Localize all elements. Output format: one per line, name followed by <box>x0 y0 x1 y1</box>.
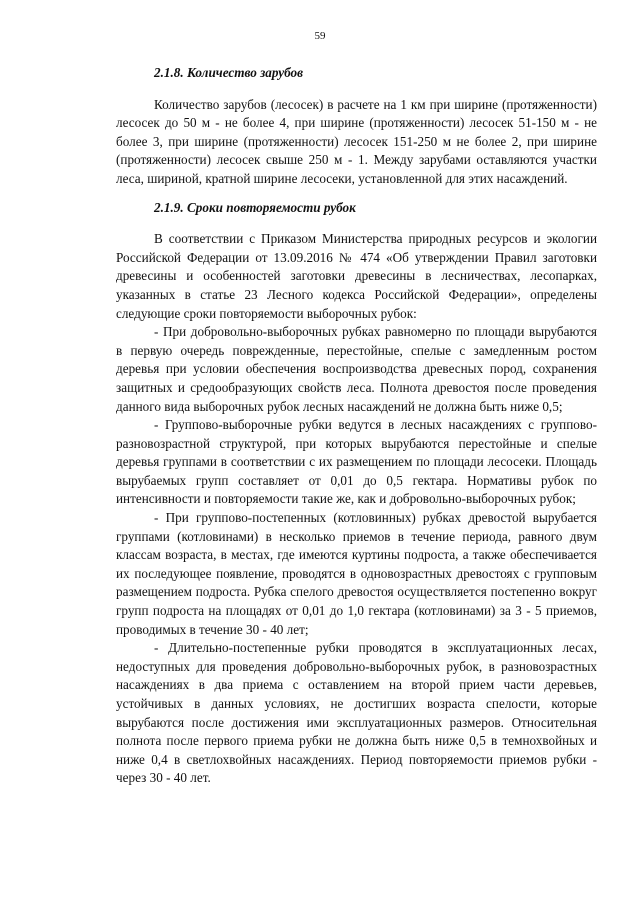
list-item-group-gradual: - При группово-постепенных (котловинных) рубках древостой вырубается группами (котловинами) в несколько приемов в течение периода, равного двум классам возраста, в местах, где имеются куртины подроста, а также обеспечивается их последующее появление, проводятся в одновозрастных древостоях с групповым размещением подроста. Рубка спелого древостоя осуществляется постепенно вокруг групп подроста на площадях от 0,01 до 1,0 гектара (котловинами) за 3 - 5 приемов, проводимых в течение 30 - 40 лет; <box>116 510 597 637</box>
list-item-long-gradual: - Длительно-постепенные рубки проводятся в эксплуатационных лесах, недоступных для проведения добровольно-выборочных рубок, в разновозрастных насаждениях в два приема с оставлением на второй прием части деревьев, устойчивых в данных условиях, не достигших возраста спелости, которые вырубаются после достижения ими эксплуатационных размеров. Относительная полнота после первого приема рубки не должна быть ниже 0,5 в темнохвойных и ниже 0,4 в светлохвойных насаждениях. Период повторяемости приемов рубки - через 30 - 40 лет. <box>116 640 597 786</box>
section-heading-cutting-count: 2.1.8. Количество зарубов <box>154 65 304 80</box>
document-body <box>116 64 597 788</box>
page-number: 59 <box>314 30 326 42</box>
list-item-group-selective: - Группово-выборочные рубки ведутся в лесных насаждениях с группово-разновозрастной структурой, при которых вырубаются перестойные и спелые деревья группами в соответствии с их размещением по площади лесосеки. Площадь вырубаемых групп составляет от 0,01 до 0,5 гектара. Нормативы рубок по интенсивности и повторяемости такие же, как и добровольно-выборочных рубок; <box>116 417 597 507</box>
paragraph-intro: В соответствии с Приказом Министерства природных ресурсов и экологии Российской Федерации от 13.09.2016 № 474 «Об утверждении Правил заготовки древесины и особенностей заготовки древесины в лесничествах, лесопарках, указанных в статье 23 Лесного кодекса Российской Федерации», определены следующие сроки повторяемости выборочных рубок: <box>116 231 597 321</box>
section-heading-repeat-periods: 2.1.9. Сроки повторяемости рубок <box>154 199 356 215</box>
list-item-voluntary-selective: - При добровольно-выборочных рубках равномерно по площади вырубаются в первую очередь поврежденные, перестойные, спелые с замедленным ростом деревья при условии обеспечения воспроизводства древесных пород, сохранения защитных и средообразующих свойств леса. Полнота древостоя после проведения данного вида выборочных рубок лесных насаждений не должна быть ниже 0,5; <box>116 324 597 414</box>
paragraph-cutting-count: Количество зарубов (лесосек) в расчете на 1 км при ширине (протяженности) лесосек до 50 м - не более 4, при ширине (протяженности) лесосек 51-150 м - не более 3, при ширине (протяженности) лесосек 151-250 м не более 2, при ширине (протяженности) лесосек свыше 250 м - 1. Между зарубами оставляются участки леса, шириной, кратной ширине лесосеки, установленной для этих насаждений. <box>116 96 597 186</box>
